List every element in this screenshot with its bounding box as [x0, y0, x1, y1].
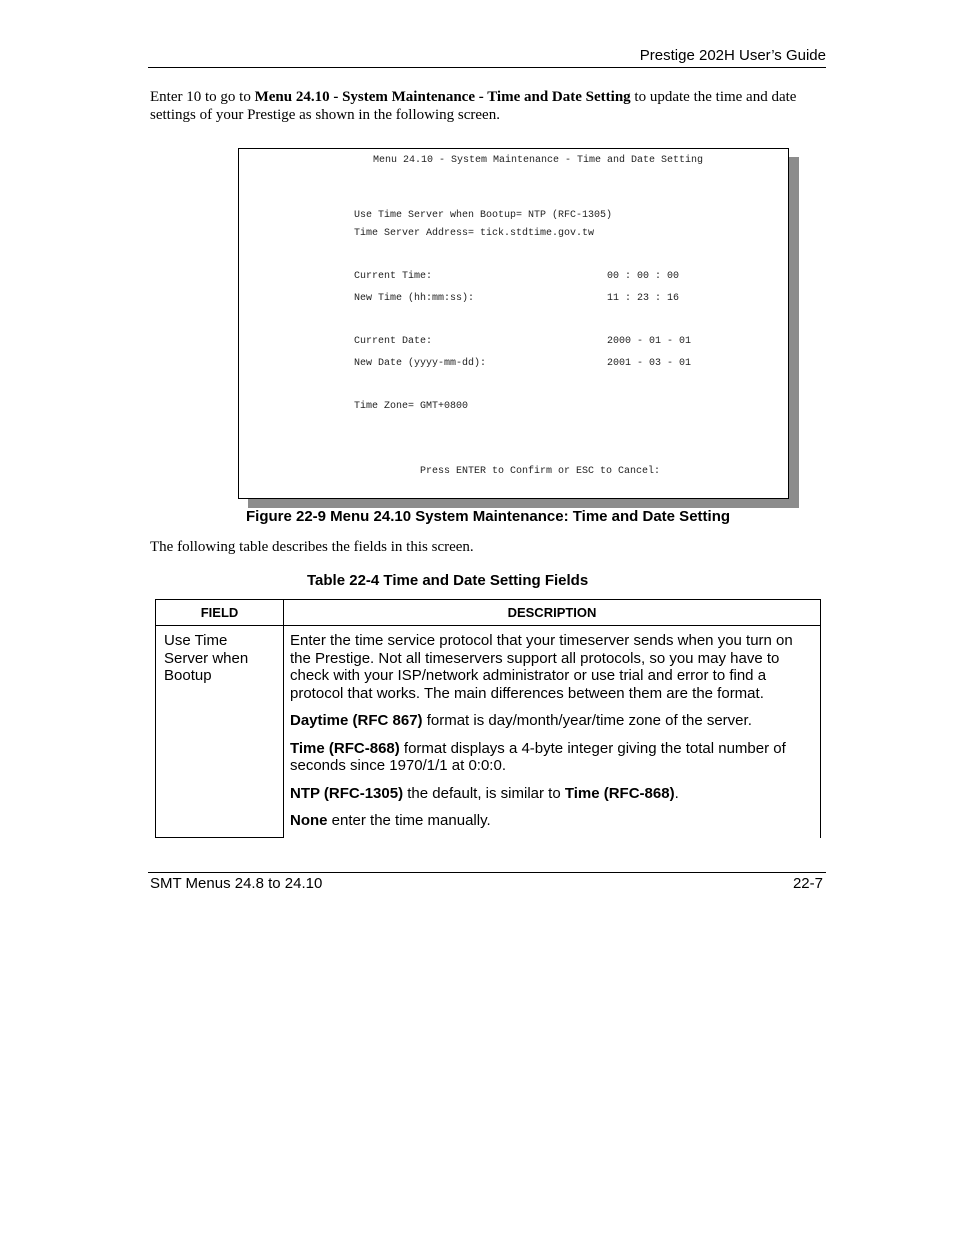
running-header: Prestige 202H User’s Guide	[639, 47, 826, 64]
current-time-value: 00 : 00 : 00	[607, 271, 680, 282]
current-time-label: Current Time:	[354, 271, 433, 282]
description-paragraph: NTP (RFC-1305) the default, is similar to Time (RFC-868).	[290, 784, 679, 802]
time-server-address-field: Time Server Address= tick.stdtime.gov.tw	[354, 228, 595, 239]
footer-divider	[148, 872, 826, 873]
intro-text-post: to update the time and date settings of your Prestige as shown in the following screen.	[150, 89, 797, 123]
intro-menu-name: Menu 24.10 - System Maintenance - Time and Date Setting	[254, 89, 631, 105]
new-time-value: 11 : 23 : 16	[607, 293, 680, 304]
footer-section-title: SMT Menus 24.8 to 24.10	[150, 875, 323, 892]
table-cell-field: Use Time Server when Bootup	[155, 625, 284, 838]
description-paragraph: Time (RFC-868) format displays a 4-byte integer giving the total number of seconds since 1970/1/1 at 0:0:0.	[290, 739, 786, 774]
screen-title: Menu 24.10 - System Maintenance - Time and Date Setting	[373, 155, 704, 166]
table-caption: Table 22-4 Time and Date Setting Fields	[307, 572, 589, 589]
new-date-label: New Date (yyyy-mm-dd):	[354, 358, 487, 369]
column-header-description: DESCRIPTION	[283, 599, 821, 626]
figure-caption: Figure 22-9 Menu 24.10 System Maintenance: Time and Date Setting	[245, 508, 731, 525]
description-paragraph: None enter the time manually.	[290, 812, 491, 829]
column-header-field: FIELD	[155, 599, 284, 626]
time-zone-field: Time Zone= GMT+0800	[354, 401, 469, 412]
current-date-label: Current Date:	[354, 336, 433, 347]
intro-text-pre: Enter 10 to go to	[150, 89, 255, 105]
page-number: 22-7	[792, 875, 823, 892]
current-date-value: 2000 - 01 - 01	[607, 336, 692, 347]
table-intro: The following table describes the fields in this screen.	[150, 539, 474, 555]
table-cell-description	[283, 625, 821, 838]
confirm-prompt: Press ENTER to Confirm or ESC to Cancel:	[420, 466, 661, 477]
use-time-server-field: Use Time Server when Bootup= NTP (RFC-1305)	[354, 210, 613, 221]
new-time-label: New Time (hh:mm:ss):	[354, 293, 475, 304]
header-divider	[148, 67, 826, 68]
intro-paragraph	[150, 88, 830, 124]
description-paragraph: Daytime (RFC 867) format is day/month/year/time zone of the server.	[290, 712, 752, 729]
description-paragraph: Enter the time service protocol that your timeserver sends when you turn on the Prestige. Not all timeservers support all protocols, so you may have to check with your ISP/network administrator or use trial and error to find a protocol that works. The main differences between them are the format.	[290, 632, 793, 702]
smt-screen	[238, 148, 789, 499]
new-date-value: 2001 - 03 - 01	[607, 358, 692, 369]
